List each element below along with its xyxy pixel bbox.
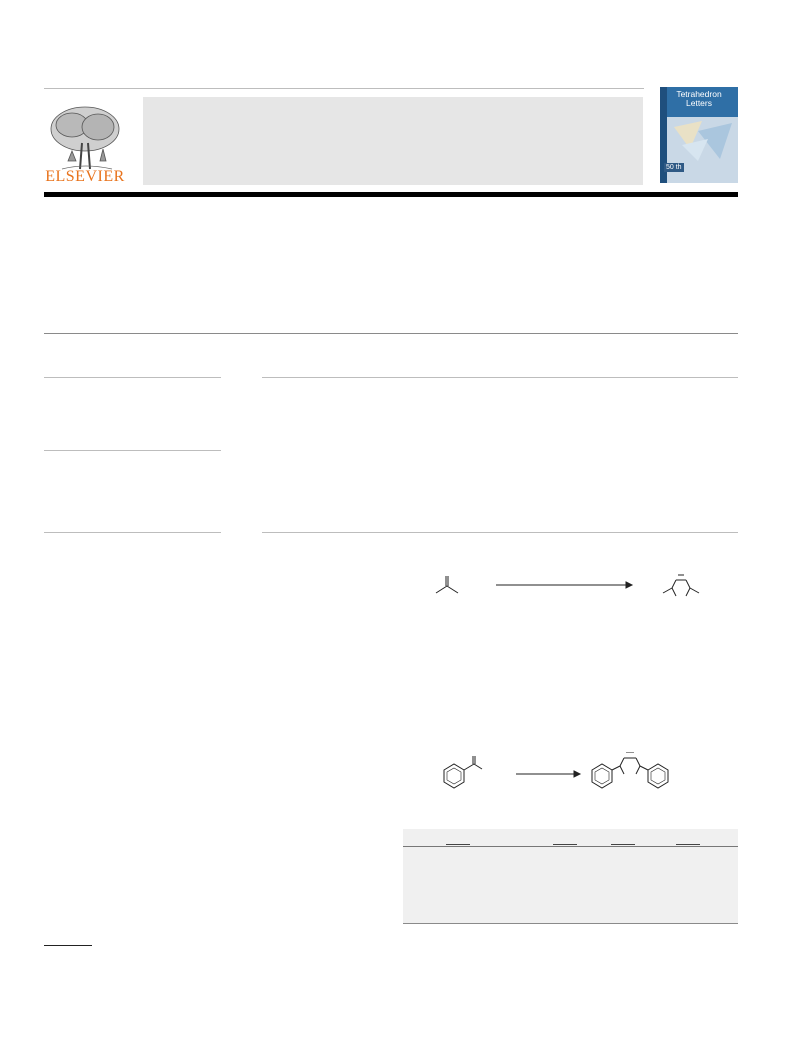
cover-artwork [668,119,736,163]
article-info-rule-bottom [44,532,221,533]
article-info-rule-mid [44,450,221,451]
reaction-scheme-2 [436,752,706,802]
cover-edition-badge: 50 th [666,164,682,171]
top-hairline [44,88,644,89]
table-column-marker-1 [446,844,470,845]
masthead-rule [44,192,738,197]
reaction-scheme-1 [420,566,720,610]
abstract-rule-top [262,377,738,378]
publisher-name: ELSEVIER [45,168,125,185]
table-column-marker-4 [676,844,700,845]
abstract-rule-bottom [262,532,738,533]
cover-journal-title: Tetrahedron Letters [676,89,722,108]
table-header-rule [403,846,738,847]
table-rule-bottom [403,923,738,924]
journal-cover-thumbnail[interactable] [660,87,738,183]
table-column-marker-2 [553,844,577,845]
journal-banner [143,97,643,185]
table-column-marker-3 [611,844,635,845]
footnote-separator [44,945,92,946]
title-block-rule [44,333,738,334]
article-info-rule-top [44,377,221,378]
